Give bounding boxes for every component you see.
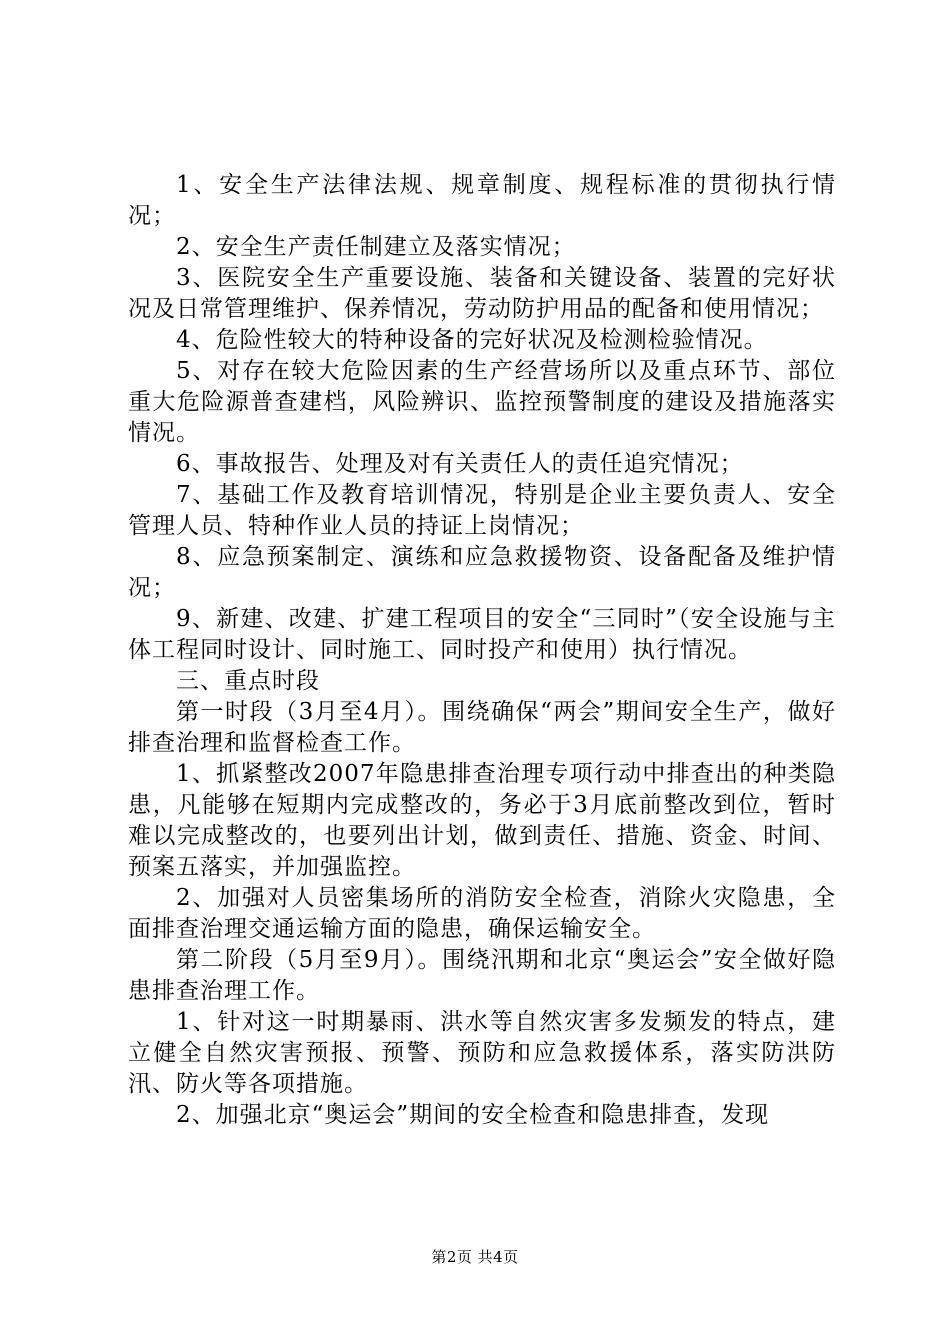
paragraph-period-1-item-1: 1、抓紧整改2007年隐患排查治理专项行动中排查出的种类隐患，凡能够在短期内完成整改的，务必于3月底前整改到位，暂时难以完成整改的，也要列出计划，做到责任、措施、资金、时间、预案五落实，并加强监控。 (128, 761, 836, 880)
paragraph-period-1-intro: 第一时段（3月至4月）。围绕确保“两会”期间安全生产，做好排查治理和监督检查工作。 (128, 699, 836, 756)
paragraph-item-6: 6、事故报告、处理及对有关责任人的责任追究情况； (176, 451, 744, 477)
paragraph-item-9: 9、新建、改建、扩建工程项目的安全“三同时”（安全设施与主体工程同时设计、同时施工、同时投产和使用）执行情况。 (128, 606, 836, 663)
document-body (128, 170, 836, 1131)
paragraph-item-3: 3、医院安全生产重要设施、装备和关键设备、装置的完好状况及日常管理维护、保养情况，劳动防护用品的配备和使用情况； (128, 265, 836, 322)
paragraph-period-2-item-1: 1、针对这一时期暴雨、洪水等自然灾害多发频发的特点，建立健全自然灾害预报、预警、预防和应急救援体系，落实防洪防汛、防火等各项措施。 (128, 1009, 836, 1097)
paragraph-item-1: 1、安全生产法律法规、规章制度、规程标准的贯彻执行情况； (128, 172, 836, 229)
page-footer: 第2页 共4页 (431, 1248, 519, 1266)
paragraph-period-2-item-2: 2、加强北京“奥运会”期间的安全检查和隐患排查，发现 (176, 1102, 770, 1128)
paragraph-item-2: 2、安全生产责任制建立及落实情况； (176, 234, 576, 260)
paragraph-item-5: 5、对存在较大危险因素的生产经营场所以及重点环节、部位重大危险源普查建档，风险辨识、监控预警制度的建设及措施落实情况。 (128, 358, 836, 446)
paragraph-period-1-item-2: 2、加强对人员密集场所的消防安全检查，消除火灾隐患，全面排查治理交通运输方面的隐患，确保运输安全。 (128, 885, 836, 942)
paragraph-item-8: 8、应急预案制定、演练和应急救援物资、设备配备及维护情况； (128, 544, 836, 601)
paragraph-item-4: 4、危险性较大的特种设备的完好状况及检测检验情况。 (176, 327, 768, 353)
paragraph-period-2-intro: 第二阶段（5月至9月）。围绕汛期和北京“奥运会”安全做好隐患排查治理工作。 (128, 947, 836, 1004)
paragraph-item-7: 7、基础工作及教育培训情况，特别是企业主要负责人、安全管理人员、特种作业人员的持证上岗情况； (128, 482, 836, 539)
section-heading-key-periods: 三、重点时段 (176, 668, 320, 694)
